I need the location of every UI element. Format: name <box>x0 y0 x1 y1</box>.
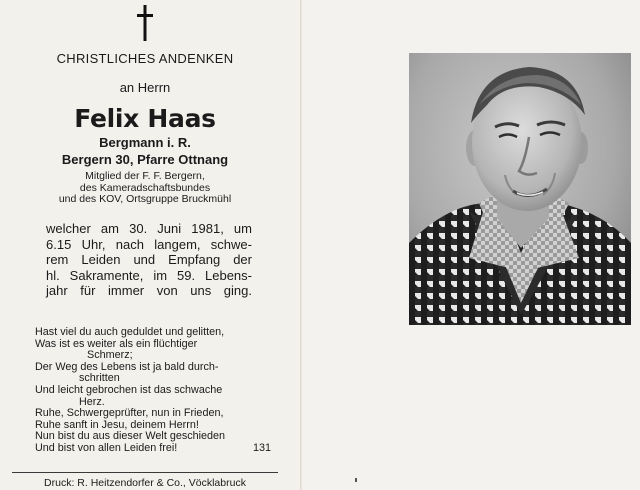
poem-line: Und bist von allen Leiden frei! <box>35 441 178 454</box>
portrait-image <box>409 53 631 325</box>
death-notice-line: jahr für immer von uns ging. <box>46 283 252 298</box>
membership-line: Mitglied der F. F. Bergern, <box>85 170 205 182</box>
poem-line: Herz. <box>79 395 105 408</box>
death-notice-line: rem Leiden und Empfang der <box>46 252 252 267</box>
poem-line: Ruhe, Schwergeprüfter, nun in Frieden, <box>35 407 224 420</box>
cross-icon <box>135 5 155 41</box>
death-notice-line: 6.15 Uhr, nach langem, schwe- <box>46 236 252 252</box>
memberships <box>0 171 290 206</box>
printer-imprint: Druck: R. Heitzendorfer & Co., Vöcklabruck <box>44 477 246 489</box>
memorial-heading: CHRISTLICHES ANDENKEN <box>56 51 234 66</box>
death-notice-line: welcher am 30. Juni 1981, um <box>46 221 252 236</box>
occupation: Bergmann i. R. <box>99 135 191 150</box>
poem-line: Hast viel du auch geduldet und gelitten, <box>35 326 225 338</box>
poem-number: 131 <box>252 441 271 454</box>
left-page <box>0 0 300 490</box>
address: Bergern 30, Pfarre Ottnang <box>61 152 229 167</box>
poem-line: Nun bist du aus dieser Welt geschieden <box>35 430 226 443</box>
deceased-name: Felix Haas <box>74 104 216 133</box>
membership-line: des Kameradschaftsbundes <box>79 181 211 194</box>
portrait-photo <box>409 53 631 325</box>
poem-line: Schmerz; <box>87 349 133 362</box>
poem-line: Ruhe sanft in Jesu, deinem Herrn! <box>35 418 199 431</box>
death-notice <box>46 221 252 299</box>
poem-line: Der Weg des Lebens ist ja bald durch- <box>35 360 219 373</box>
salutation: an Herrn <box>119 80 171 95</box>
membership-line: und des KOV, Ortsgruppe Bruckmühl <box>58 193 232 205</box>
paper-speck <box>355 478 357 482</box>
footer-divider <box>12 472 278 473</box>
poem-last-line <box>35 443 271 455</box>
poem <box>35 327 271 455</box>
poem-line: schritten <box>79 372 120 385</box>
poem-line: Was ist es weiter als ein flüchtiger <box>35 337 198 350</box>
poem-line: Und leicht gebrochen ist das schwache <box>35 383 223 396</box>
death-notice-line: hl. Sakramente, im 59. Lebens- <box>46 267 252 283</box>
